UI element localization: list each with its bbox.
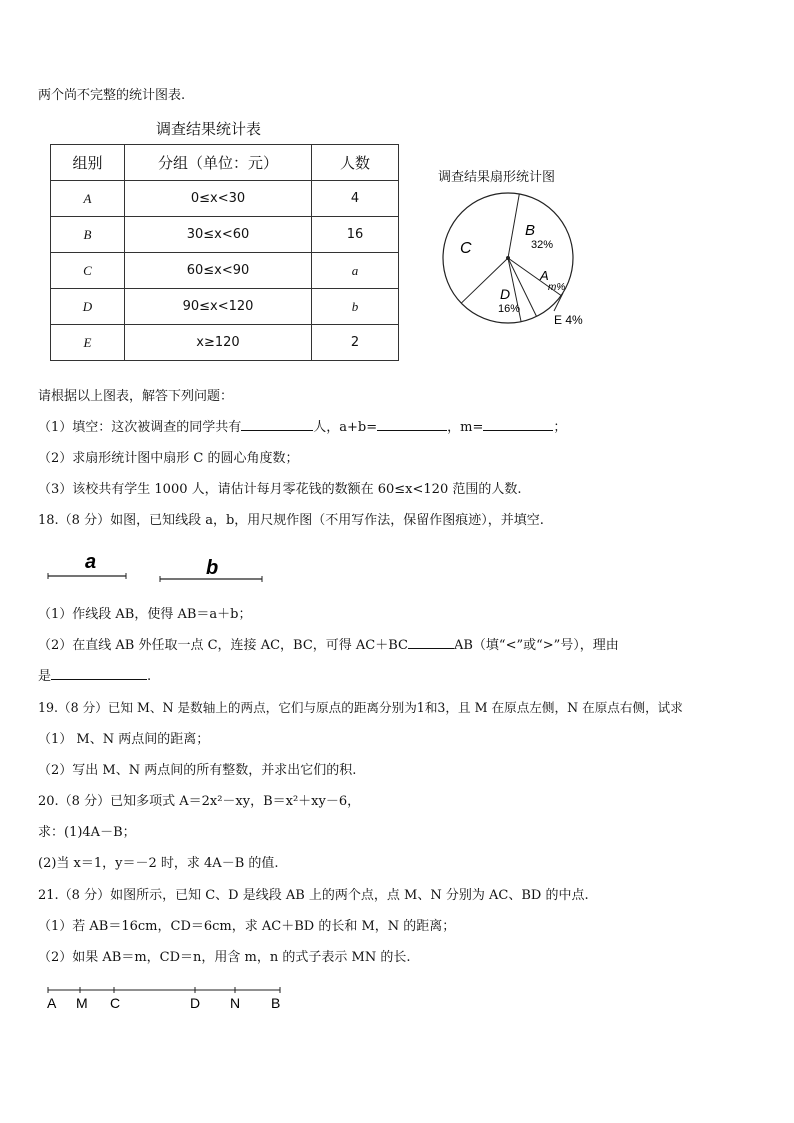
pie-label-a: A	[540, 268, 549, 283]
intro-line: 两个尚不完整的统计图表.	[38, 88, 186, 103]
pie-label-b: B	[525, 222, 536, 239]
table-cell: 2	[312, 325, 399, 361]
answer-blank[interactable]	[241, 418, 313, 431]
table-header: 人数	[312, 145, 399, 181]
answer-blank[interactable]	[408, 636, 454, 649]
point-label-c: C	[110, 995, 121, 1011]
table-row	[51, 325, 399, 361]
table-cell: 16	[312, 217, 399, 253]
point-label-d: D	[190, 995, 201, 1011]
answer-blank[interactable]	[51, 667, 147, 680]
q19-part1: （1） M、N 两点间的距离；	[38, 732, 210, 747]
q17-part2: （2）求扇形统计图中扇形 C 的圆心角度数；	[38, 451, 299, 466]
table-header-row	[51, 145, 399, 181]
table-cell: 60≤x<90	[125, 253, 312, 289]
q17-prompt: 请根据以上图表，解答下列问题：	[38, 389, 234, 404]
pie-label-d: D	[500, 286, 511, 302]
q20-part2: (2)当 x＝1，y＝－2 时，求 4A－B 的值.	[38, 856, 279, 871]
table-cell: b	[312, 289, 399, 325]
table-cell: 30≤x<60	[125, 217, 312, 253]
table-title: 调查结果统计表	[156, 120, 262, 138]
table-cell: a	[312, 253, 399, 289]
table-cell: A	[51, 181, 125, 217]
pie-label-d-pct: 16%	[498, 303, 521, 315]
q21-title: 21.（8 分）如图所示，已知 C、D 是线段 AB 上的两个点，点 M、N 分别为 AC、BD 的中点.	[38, 888, 589, 903]
table-row	[51, 181, 399, 217]
table-cell: D	[51, 289, 125, 325]
pie-title: 调查结果扇形统计图	[438, 170, 556, 185]
q20-title: 20.（8 分）已知多项式 A＝2x²－xy，B＝x²＋xy－6，	[38, 794, 361, 809]
q18-part2: （2）在直线 AB 外任取一点 C，连接 AC，BC，可得 AC＋BC AB（填“<”或“>”号），理由	[38, 638, 619, 653]
pie-label-b-pct: 32%	[531, 239, 554, 251]
q19-part2: （2）写出 M、N 两点间的所有整数，并求出它们的积.	[38, 763, 357, 778]
table-row	[51, 217, 399, 253]
q21-part1: （1）若 AB＝16cm，CD＝6cm，求 AC＋BD 的长和 M，N 的距离；	[38, 919, 456, 934]
q20-part1: 求：(1)4A－B；	[38, 825, 136, 840]
q17-part1: （1）填空：这次被调查的同学共有 人，a+b= ，m= ；	[38, 420, 567, 435]
q18-segments	[40, 548, 280, 586]
pie-chart	[430, 185, 600, 335]
stats-table	[50, 144, 399, 361]
q18-part2-reason: 是 .	[38, 669, 152, 684]
table-cell: 4	[312, 181, 399, 217]
table-cell: E	[51, 325, 125, 361]
pie-label-c: C	[460, 240, 472, 257]
q18-title: 18.（8 分）如图，已知线段 a，b，用尺规作图（不用写作法，保留作图痕迹），并填空.	[38, 513, 544, 528]
q21-number-line	[40, 986, 290, 1020]
pie-label-a-pct: m%	[548, 282, 566, 293]
table-header: 组别	[51, 145, 125, 181]
point-label-a: A	[47, 995, 57, 1011]
table-cell: B	[51, 217, 125, 253]
segment-a-label: a	[85, 551, 97, 573]
table-row	[51, 253, 399, 289]
answer-blank[interactable]	[483, 418, 553, 431]
q21-part2: （2）如果 AB＝m，CD＝n，用含 m，n 的式子表示 MN 的长.	[38, 950, 411, 965]
table-cell: 90≤x<120	[125, 289, 312, 325]
answer-blank[interactable]	[377, 418, 447, 431]
table-cell: 0≤x<30	[125, 181, 312, 217]
point-label-n: N	[230, 995, 241, 1011]
point-label-m: M	[76, 995, 88, 1011]
table-header: 分组（单位：元）	[125, 145, 312, 181]
q17-part3: （3）该校共有学生 1000 人，请估计每月零花钱的数额在 60≤x<120 范围的人数.	[38, 482, 522, 497]
q18-part1: （1）作线段 AB，使得 AB＝a＋b；	[38, 607, 252, 622]
pie-label-e: E 4%	[554, 313, 583, 327]
table-cell: x≥120	[125, 325, 312, 361]
segment-b-label: b	[206, 557, 219, 579]
q19-title: 19.（8 分）已知 M、N 是数轴上的两点，它们与原点的距离分别为1和3，且 M 在原点左侧，N 在原点右侧，试求	[38, 700, 683, 715]
point-label-b: B	[271, 995, 281, 1011]
table-cell: C	[51, 253, 125, 289]
pie-center	[506, 256, 510, 260]
table-row	[51, 289, 399, 325]
